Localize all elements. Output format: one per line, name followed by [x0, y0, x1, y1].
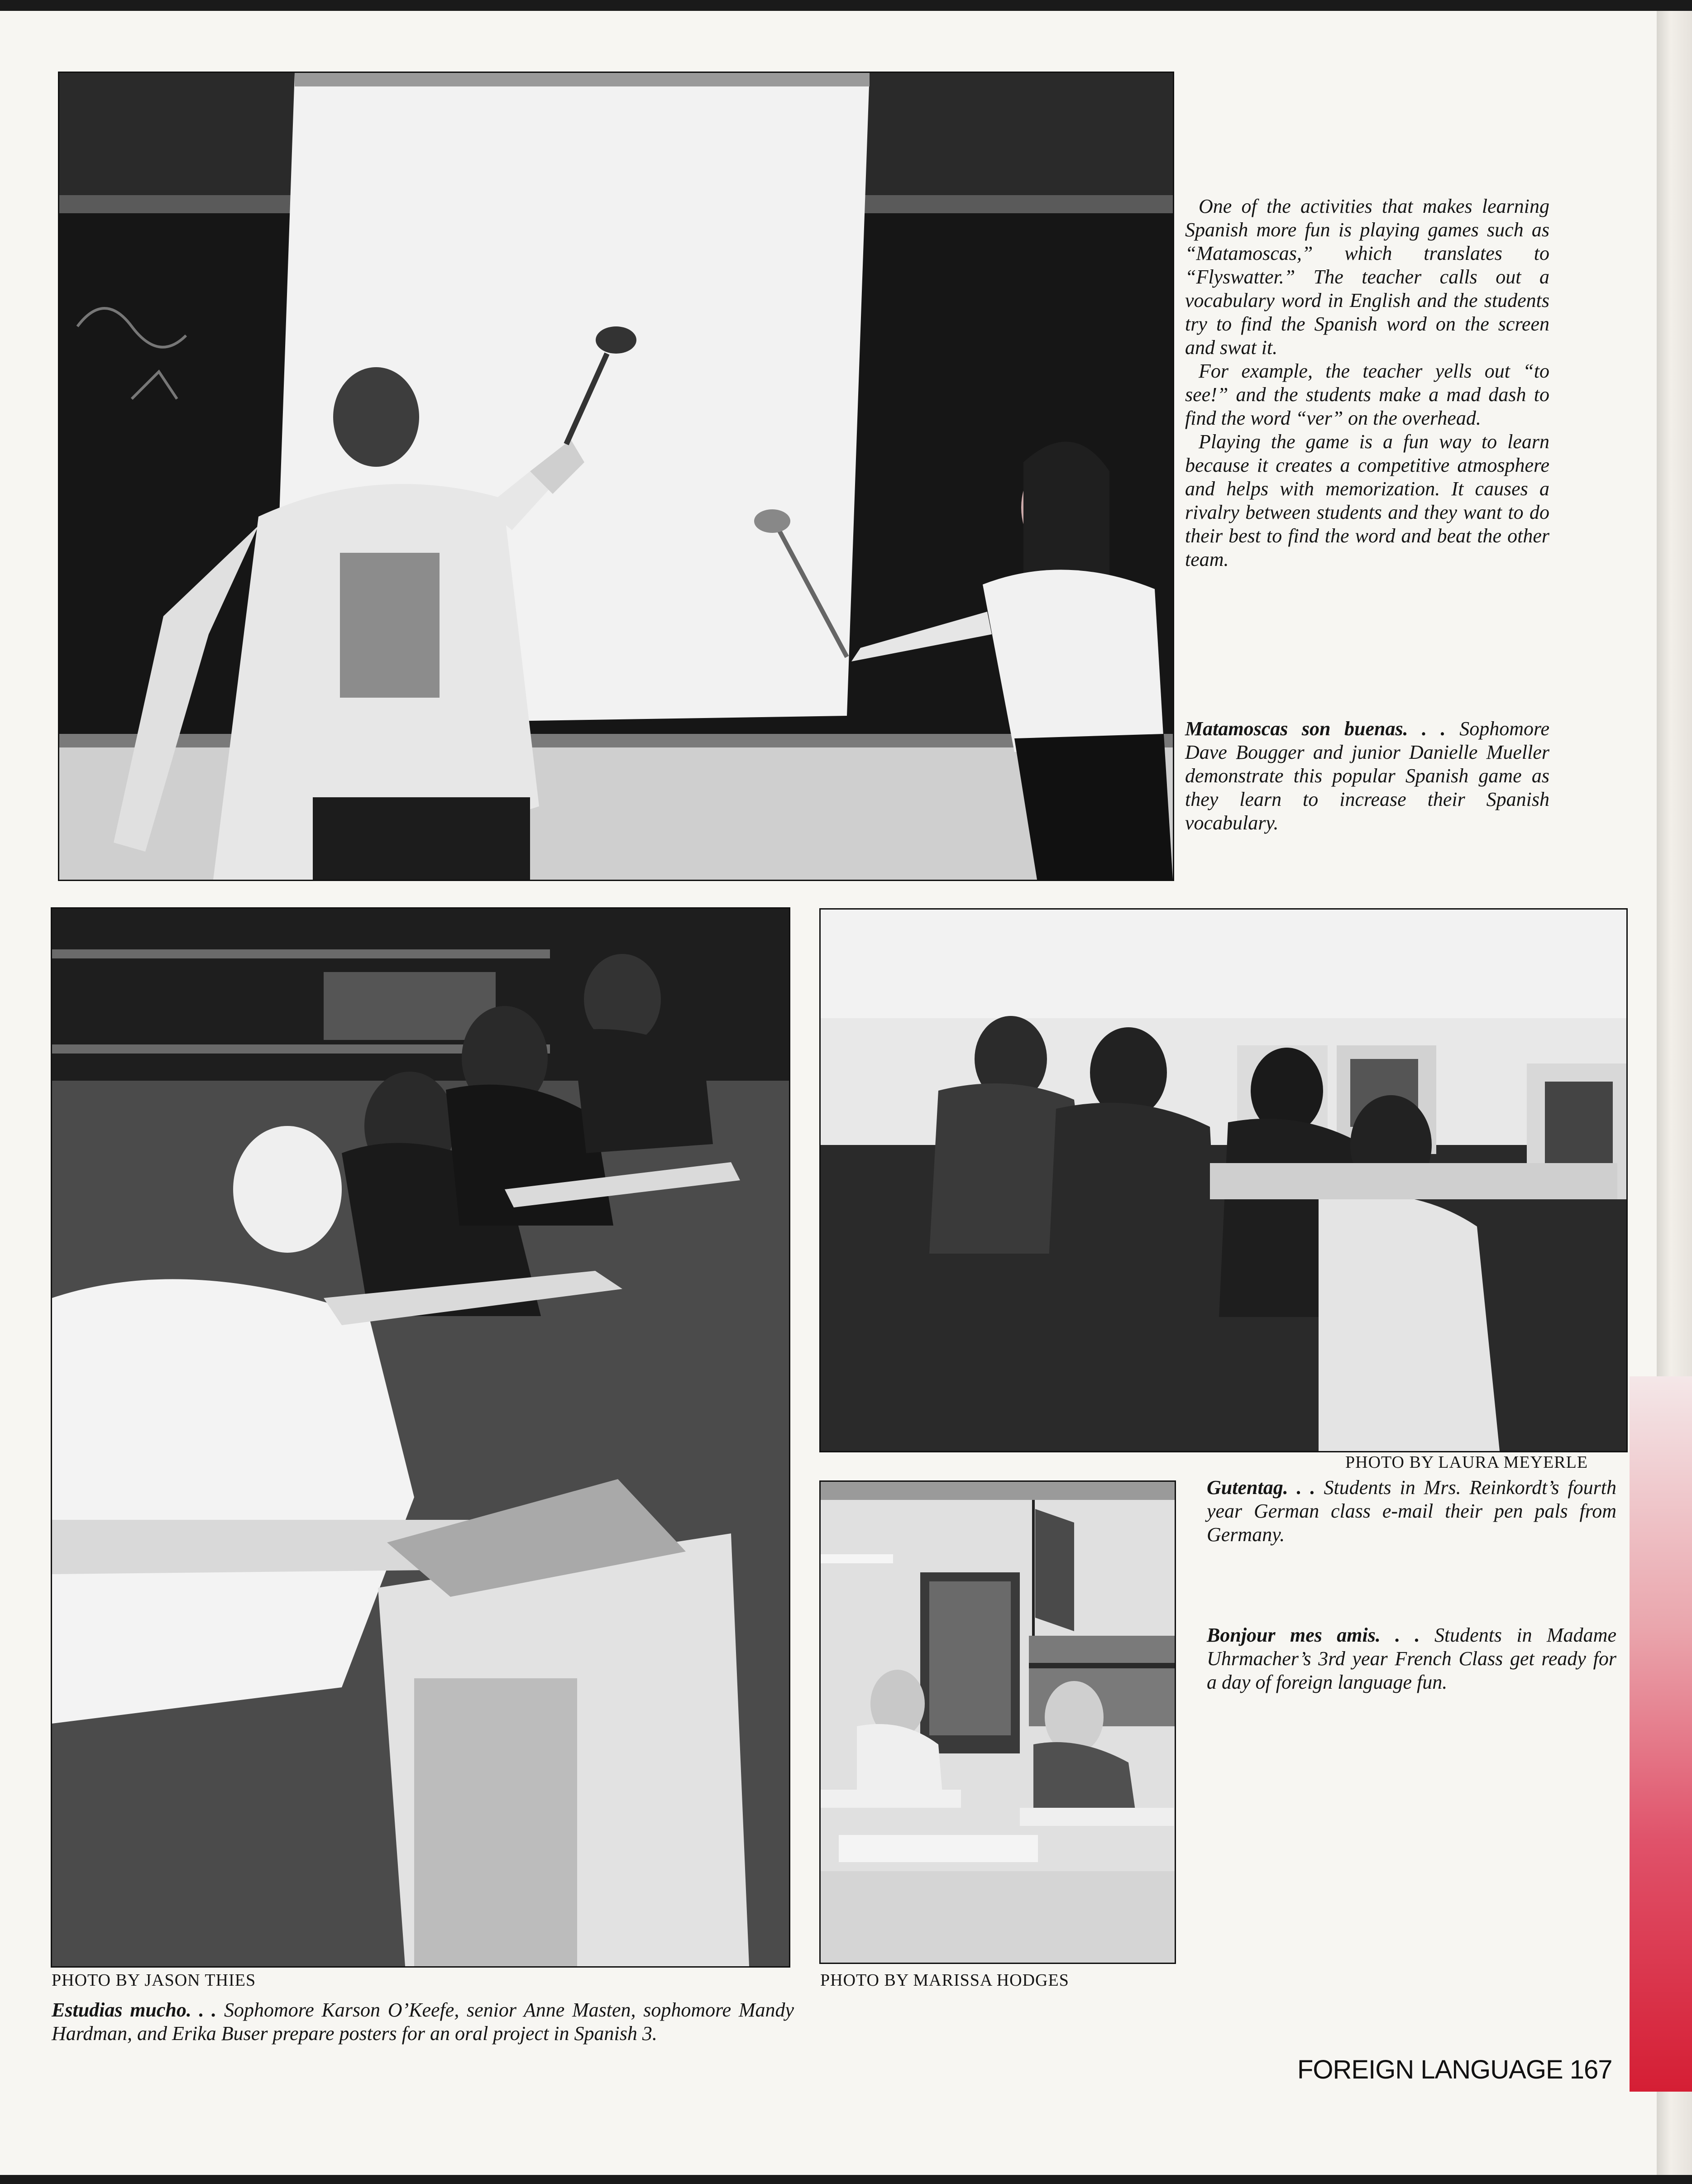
photo-matamoscas-game: [58, 72, 1174, 881]
photo-credit-computer-lab: PHOTO BY LAURA MEYERLE: [1345, 1453, 1588, 1472]
caption-lead: Bonjour mes amis. . .: [1207, 1624, 1420, 1646]
article-paragraph: Playing the game is a fun way to learn because it creates a competitive atmosphere and helps with memorization. It causes a rivalry between students and they want to do their best to find the word and beat the other team.: [1185, 431, 1549, 570]
caption-text: Students in Madame Uhrmacher’s 3rd year French Class get ready for a day of foreign language fun.: [1207, 1624, 1616, 1693]
photo-german-computer-lab: [819, 908, 1628, 1452]
caption-lead: Matamoscas son buenas. . .: [1185, 718, 1446, 740]
caption-text: Sophomore Karson O’Keefe, senior Anne Masten, sophomore Mandy Hardman, and Erika Buser prepare posters for an oral project in Spanish 3.: [52, 1999, 794, 2045]
caption-lead: Gutentag. . .: [1207, 1476, 1315, 1499]
photo-credit-spanish-class: PHOTO BY JASON THIES: [52, 1971, 256, 1990]
caption-text: Students in Mrs. Reinkordt’s fourth year German class e-mail their pen pals from Germany.: [1207, 1476, 1616, 1546]
article-paragraph: One of the activities that makes learning Spanish more fun is playing games such as “Matamoscas,” which translates to “Flyswatter.” The teacher calls out a vocabulary word in English and the students try to find the Spanish word on the screen and swat it.: [1185, 195, 1549, 359]
photo-credit-french-class: PHOTO BY MARISSA HODGES: [820, 1971, 1069, 1990]
caption-bonjour: [1207, 1624, 1616, 1694]
photo-french-class: [819, 1480, 1176, 1964]
caption-gutentag: [1207, 1476, 1616, 1547]
caption-text: Sophomore Dave Bougger and junior Danielle Mueller demonstrate this popular Spanish game as they learn to increase their Spanish vocabulary.: [1185, 718, 1549, 834]
article-text: [1185, 195, 1549, 571]
photo-spanish-class: [51, 907, 790, 1968]
red-section-tab: [1630, 1376, 1692, 2092]
article-paragraph: For example, the teacher yells out “to see!” and the students make a mad dash to find the word “ver” on the overhead.: [1185, 360, 1549, 429]
caption-matamoscas: [1185, 717, 1549, 835]
caption-lead: Estudias mucho. . .: [52, 1999, 217, 2021]
caption-estudias: [52, 1998, 794, 2045]
page-folio: FOREIGN LANGUAGE 167: [1297, 2055, 1612, 2084]
